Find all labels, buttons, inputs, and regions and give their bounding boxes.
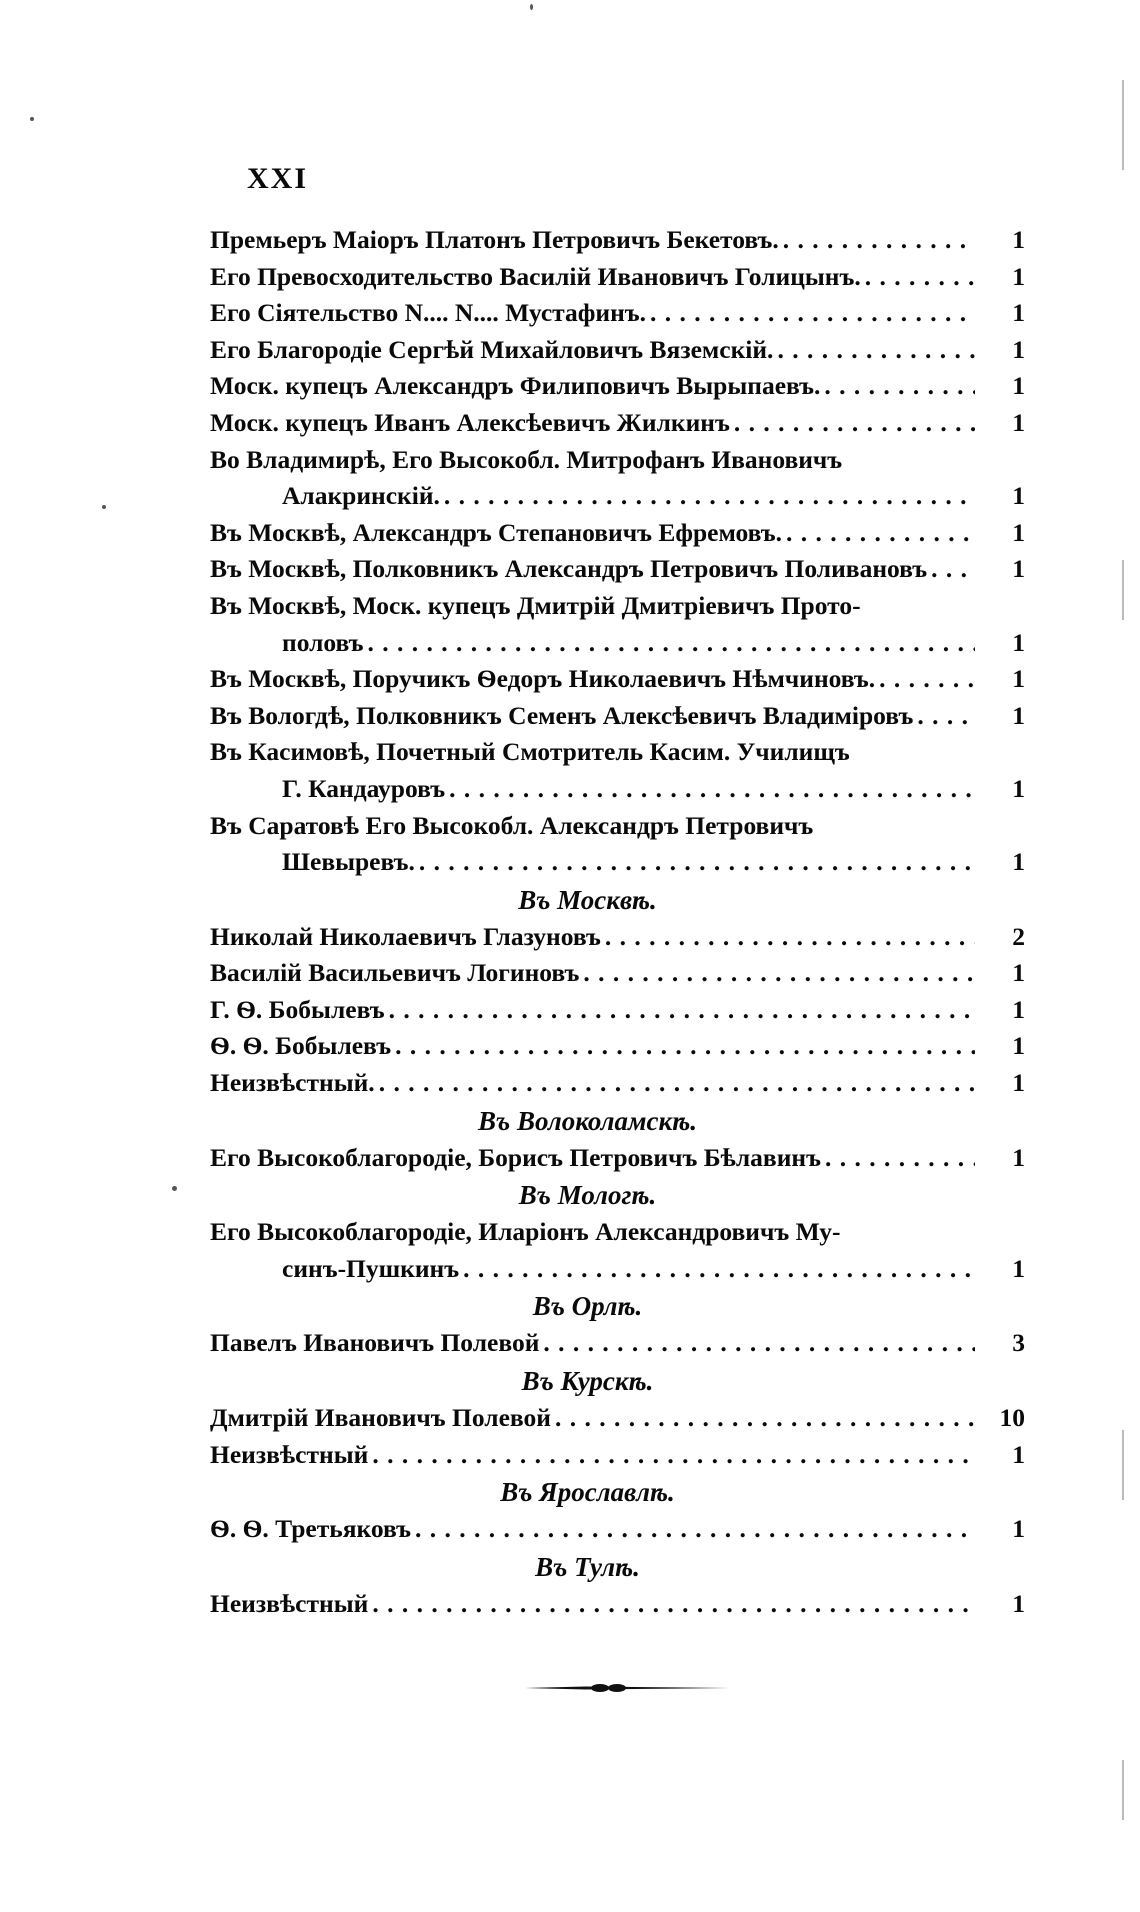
list-entry (210, 734, 1025, 807)
entry-line (210, 808, 1025, 845)
entry-text: Въ Москвѣ, Александръ Степановичъ Ефремовъ. (210, 517, 782, 547)
entry-line (210, 442, 1025, 479)
entry-text: Г. Ѳ. Бобылевъ (210, 994, 385, 1024)
copies-count: 1 (1012, 554, 1025, 584)
list-entry (210, 1325, 1025, 1362)
list-entry (210, 588, 1025, 661)
entry-text: Моск. купецъ Иванъ Алексѣевичъ Жилкинъ (210, 407, 730, 437)
entry-text: Шевыревъ. (282, 847, 415, 877)
entry-line (210, 259, 1025, 296)
copies-count: 1 (1012, 1031, 1025, 1061)
entry-text: Въ Москвѣ, Поручикъ Ѳедоръ Николаевичъ Нѣмчиновъ. (210, 664, 876, 694)
copies-count: 1 (1012, 225, 1025, 254)
entry-text: Неизвѣстный (210, 1439, 369, 1469)
entry-line (210, 1437, 1025, 1474)
dot-leader (734, 405, 975, 442)
section-heading: Въ Ярославлѣ. (500, 1477, 675, 1508)
list-entry (210, 1140, 1025, 1177)
speck (30, 117, 34, 121)
entry-text: Ѳ. Ѳ. Бобылевъ (210, 1031, 392, 1061)
entry-text: Премьеръ Маiоръ Платонъ Петровичъ Бекетовъ. (210, 225, 779, 254)
copies-count: 1 (1012, 700, 1025, 730)
entry-line (210, 478, 1025, 515)
dot-leader (650, 295, 975, 332)
dot-leader (543, 1325, 975, 1362)
copies-count: 1 (1012, 664, 1025, 694)
list-entry (210, 332, 1025, 369)
entry-line (210, 919, 1025, 956)
section-heading: Въ Москвѣ. (518, 884, 657, 915)
page-edge-mark (1122, 560, 1124, 620)
list-entry (210, 515, 1025, 552)
entry-line (210, 955, 1025, 992)
dot-leader (783, 222, 975, 259)
dot-leader (368, 625, 975, 662)
dot-leader (879, 661, 975, 698)
entry-text: Въ Москвѣ, Моск. купецъ Дмитрiй Дмитрiевичъ Прото- (210, 590, 861, 620)
speck (530, 4, 533, 10)
copies-count: 1 (1012, 994, 1025, 1024)
dot-leader (379, 1065, 975, 1102)
copies-count: 1 (1012, 847, 1025, 877)
subscriber-list (210, 222, 1025, 1622)
list-entry (210, 259, 1025, 296)
list-entry (210, 919, 1025, 956)
entry-text: Его Высокоблагородiе, Иларiонъ Александровичъ Му- (210, 1217, 841, 1247)
entry-text: Во Владимирѣ, Его Высокобл. Митрофанъ Ивановичъ (210, 444, 843, 474)
dot-leader (463, 1251, 975, 1288)
dot-leader (419, 844, 975, 881)
page-edge-mark (1122, 1430, 1124, 1500)
entry-line (210, 515, 1025, 552)
speck (172, 1186, 177, 1191)
entry-text: Его Высокоблагородiе, Борисъ Петровичъ Бѣлавинъ (210, 1142, 821, 1172)
section-heading: Въ Мологѣ. (518, 1180, 657, 1211)
list-entry (210, 1065, 1025, 1102)
dot-leader (449, 771, 975, 808)
list-entry (210, 442, 1025, 515)
dot-leader (825, 1140, 975, 1177)
copies-count: 1 (1012, 1068, 1025, 1098)
list-entry (210, 661, 1025, 698)
dot-leader (583, 955, 975, 992)
entry-text: Въ Саратовѣ Его Высокобл. Александръ Петровичъ (210, 810, 814, 840)
entry-text: Въ Касимовѣ, Почетный Смотритель Касим. Училищъ (210, 737, 850, 767)
list-entry (210, 1400, 1025, 1437)
entry-line (210, 844, 1025, 881)
list-entry (210, 222, 1025, 259)
list-entry (210, 1214, 1025, 1287)
list-entry (210, 405, 1025, 442)
dot-leader (372, 1586, 975, 1623)
section-heading: Въ Курскѣ. (521, 1366, 654, 1397)
list-entry (210, 698, 1025, 735)
list-entry (210, 295, 1025, 332)
entry-line (210, 661, 1025, 698)
dot-leader (555, 1400, 975, 1437)
entry-text: Въ Вологдѣ, Полковникъ Семенъ Алексѣевичъ Владимiровъ (210, 700, 914, 730)
entry-line (210, 1214, 1025, 1251)
copies-count: 1 (1012, 1253, 1025, 1283)
entry-line (210, 222, 1025, 259)
entry-line (210, 1065, 1025, 1102)
list-entry (210, 955, 1025, 992)
entry-line (210, 1400, 1025, 1437)
entry-text: Неизвѣстный (210, 1588, 369, 1618)
copies-count: 1 (1012, 334, 1025, 364)
list-entry (210, 992, 1025, 1029)
entry-line (210, 1140, 1025, 1177)
copies-count: 1 (1012, 773, 1025, 803)
entry-text: Павелъ Ивановичъ Полевой (210, 1328, 540, 1358)
entry-text: синъ-Пушкинъ (282, 1253, 460, 1283)
entry-text: Г. Кандауровъ (282, 773, 446, 803)
copies-count: 1 (1012, 1439, 1025, 1469)
page-number: XXI (247, 162, 309, 195)
dot-leader (395, 1028, 975, 1065)
copies-count: 1 (1012, 371, 1025, 401)
entry-text: Алакринскiй. (282, 481, 440, 511)
entry-text: Василiй Васильевичъ Логиновъ (210, 958, 580, 988)
entry-text: Его Превосходительство Василiй Ивановичъ Голицынъ. (210, 261, 861, 291)
entry-line (210, 588, 1025, 625)
copies-count: 2 (1012, 921, 1025, 951)
copies-count: 1 (1012, 1514, 1025, 1544)
entry-line (210, 1586, 1025, 1623)
entry-text: Ѳ. Ѳ. Третьяковъ (210, 1514, 411, 1544)
entry-line (210, 368, 1025, 405)
speck (102, 505, 106, 509)
dot-leader (824, 368, 975, 405)
dot-leader (415, 1511, 975, 1548)
list-entry (210, 551, 1025, 588)
copies-count: 1 (1012, 407, 1025, 437)
entry-line (210, 698, 1025, 735)
list-entry (210, 1586, 1025, 1623)
copies-count: 1 (1012, 958, 1025, 988)
copies-count: 1 (1012, 1588, 1025, 1618)
entry-text: Неизвѣстный. (210, 1068, 375, 1098)
entry-text: Николай Николаевичъ Глазуновъ (210, 921, 601, 951)
list-entry (210, 1437, 1025, 1474)
section-heading: Въ Волоколамскѣ. (478, 1105, 697, 1136)
entry-line (210, 1325, 1025, 1362)
entry-text: Въ Москвѣ, Полковникъ Александръ Петровичъ Поливановъ (210, 554, 928, 584)
copies-count: 1 (1012, 481, 1025, 511)
copies-count: 10 (999, 1403, 1025, 1433)
page-edge-mark (1122, 1760, 1124, 1820)
entry-line (210, 295, 1025, 332)
list-entry (210, 368, 1025, 405)
list-entry (210, 808, 1025, 881)
dot-leader (931, 551, 975, 588)
entry-line (210, 332, 1025, 369)
entry-text: Его Благородiе Сергѣй Михайловичъ Вяземскiй. (210, 334, 774, 364)
dot-leader (389, 992, 975, 1029)
entry-line (210, 1251, 1025, 1288)
dot-leader (917, 698, 975, 735)
dot-leader (605, 919, 975, 956)
entry-line (210, 992, 1025, 1029)
entry-line (210, 551, 1025, 588)
copies-count: 1 (1012, 298, 1025, 328)
entry-text: Дмитрiй Ивановичъ Полевой (210, 1403, 551, 1433)
entry-line (210, 771, 1025, 808)
dot-leader (372, 1437, 975, 1474)
entry-line (210, 405, 1025, 442)
entry-text: половъ (282, 627, 364, 657)
list-entry (210, 1511, 1025, 1548)
dot-leader (786, 515, 975, 552)
copies-count: 1 (1012, 1142, 1025, 1172)
page-edge-mark (1122, 80, 1124, 170)
list-entry (210, 1028, 1025, 1065)
copies-count: 1 (1012, 627, 1025, 657)
entry-line (210, 1511, 1025, 1548)
entry-line (210, 1028, 1025, 1065)
entry-text: Моск. купецъ Александръ Филиповичъ Вырыпаевъ. (210, 371, 821, 401)
dot-leader (444, 478, 975, 515)
copies-count: 3 (1012, 1328, 1025, 1358)
closing-ornament (525, 1683, 730, 1693)
entry-line (210, 734, 1025, 771)
dot-leader (777, 332, 975, 369)
entry-text: Его Сiятельство N.... N.... Мустафинъ. (210, 298, 647, 328)
copies-count: 1 (1012, 261, 1025, 291)
section-heading: Въ Орлѣ. (532, 1291, 643, 1322)
dot-leader (865, 259, 975, 296)
entry-line (210, 625, 1025, 662)
section-heading: Въ Тулѣ. (535, 1551, 640, 1582)
copies-count: 1 (1012, 517, 1025, 547)
